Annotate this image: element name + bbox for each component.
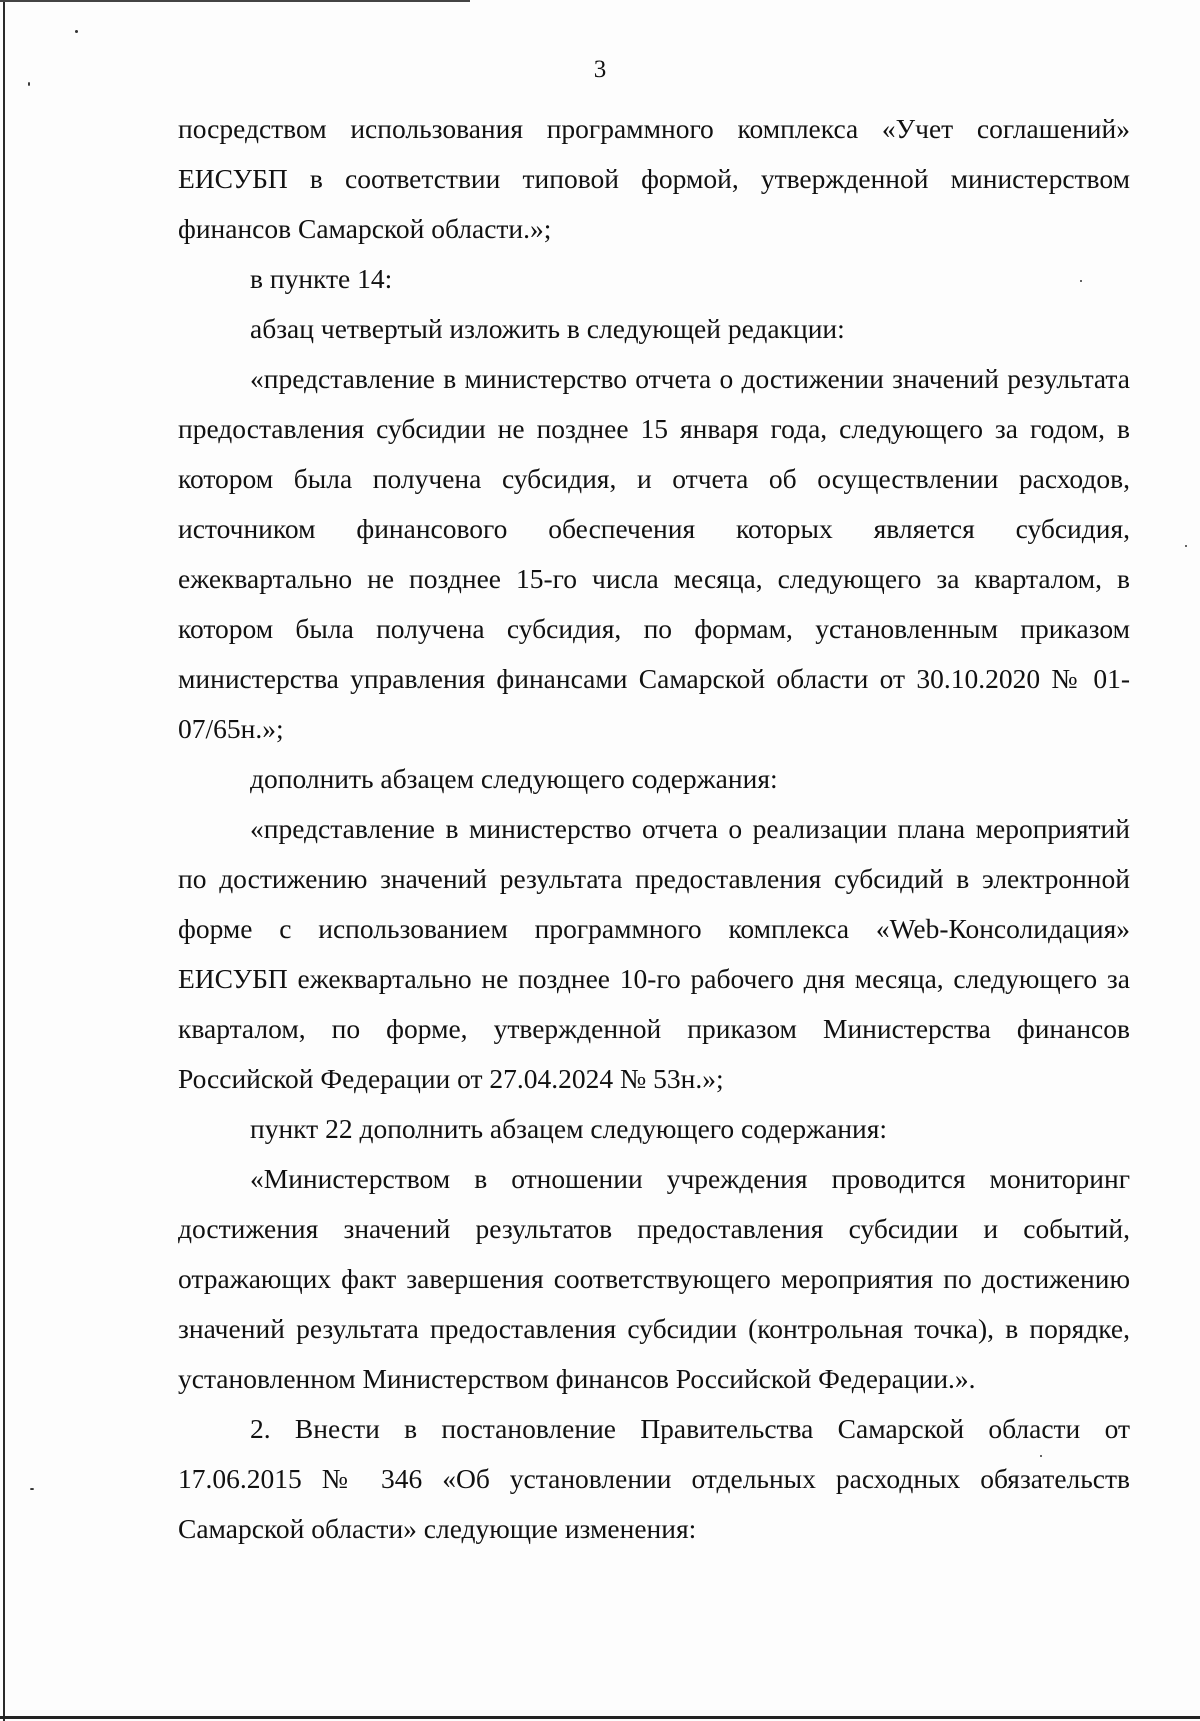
paragraph: посредством использования программного комплекса «Учет соглашений» ЕИСУБП в соответствии типовой формой, утвержденной министерством финансов Самарской области.»;: [178, 113, 1130, 244]
paragraph: 2. Внести в постановление Правительства Самарской области от 17.06.2015 № 346 «Об установлении отдельных расходных обязательств Самарской области» следующие изменения:: [178, 1413, 1130, 1544]
scan-speck: [75, 30, 78, 33]
scan-edge-top: [0, 0, 470, 2]
scan-edge-left: [3, 0, 5, 1721]
document-body: [178, 104, 1130, 1554]
page-number: 3: [593, 56, 607, 83]
paragraph: в пункте 14:: [250, 263, 393, 294]
scan-speck: [1185, 545, 1187, 547]
scan-edge-bottom: [0, 1716, 1200, 1719]
paragraph: «представление в министерство отчета о реализации плана мероприятий по достижению значений результата предоставления субсидий в электронной форме с использованием программного комплекса «Web-Консолидация» ЕИСУБП ежеквартально не позднее 10-го рабочего дня месяца, следующего за кварталом, по форме, утвержденной приказом Министерства финансов Российской Федерации от 27.04.2024 № 53н.»;: [178, 813, 1130, 1094]
paragraph: абзац четвертый изложить в следующей редакции:: [250, 313, 845, 344]
paragraph: пункт 22 дополнить абзацем следующего содержания:: [250, 1113, 888, 1144]
paragraph: «представление в министерство отчета о достижении значений результата предоставления субсидии не позднее 15 января года, следующего за годом, в котором была получена субсидия, и отчета об осуществлении расходов, источником финансового обеспечения которых является субсидия, ежеквартально не позднее 15-го числа месяца, следующего за кварталом, в котором была получена субсидия, по формам, установленным приказом министерства управления финансами Самарской области от 30.10.2020 № 01-07/65н.»;: [178, 363, 1130, 744]
paragraph: дополнить абзацем следующего содержания:: [250, 763, 778, 794]
scan-speck: [30, 1488, 34, 1490]
paragraph: «Министерством в отношении учреждения проводится мониторинг достижения значений результатов предоставления субсидии и событий, отражающих факт завершения соответствующего мероприятия по достижению значений результата предоставления субсидии (контрольная точка), в порядке, установленном Министерством финансов Российской Федерации.».: [178, 1163, 1130, 1394]
